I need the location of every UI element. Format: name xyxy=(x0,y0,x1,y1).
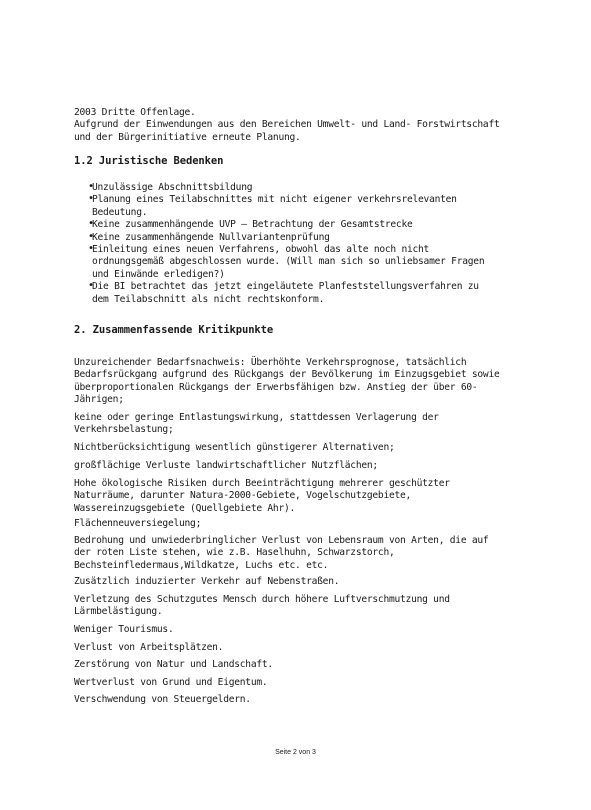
list-item xyxy=(74,281,534,306)
criticism-paragraph: Bedrohung und unwiederbringlicher Verlust von Lebensraum von Arten, die auf der roten Liste stehen, wie z.B. Haselhuhn, Schwarzstorch, Bechsteinfledermaus,Wildkatze, Luchs etc. etc. xyxy=(74,535,489,571)
legal-concerns-list xyxy=(74,182,534,306)
page-number-footer: Seite 2 von 3 xyxy=(275,749,316,756)
list-item-text: Planung eines Teilabschnittes mit nicht eigener verkehrsrelevanten Bedeutung. xyxy=(92,194,457,218)
criticism-paragraph: Zerstörung von Natur und Landschaft. xyxy=(74,659,273,670)
criticism-paragraph: Verschwendung von Steuergeldern. xyxy=(74,694,251,705)
intro-paragraph: 2003 Dritte Offenlage. Aufgrund der Einwendungen aus den Bereichen Umwelt- und Land- Forstwirtschaft und der Bürgerinitiative erneute Planung. xyxy=(74,107,500,143)
list-item-text: Unzulässige Abschnittsbildung xyxy=(92,182,253,193)
criticism-paragraph: Flächenneuversiegelung; xyxy=(74,518,202,529)
list-item xyxy=(74,219,534,231)
criticism-paragraph: Wertverlust von Grund und Eigentum. xyxy=(74,677,268,688)
criticism-paragraph: großflächige Verluste landwirtschaftlicher Nutzflächen; xyxy=(74,460,378,471)
list-item xyxy=(74,244,534,281)
bullet-icon: • xyxy=(88,181,94,192)
list-item-text: Einleitung eines neuen Verfahrens, obwohl das alte noch nicht ordnungsgemäß abgeschlossen wurde. (Will man sich so unliebsamer Fragen und Einwände erledigen?) xyxy=(92,244,485,280)
list-item-text: Keine zusammenhängende UVP — Betrachtung der Gesamtstrecke xyxy=(92,219,413,231)
list-item-text: Die BI betrachtet das jetzt eingeläutete Planfeststellungsverfahren zu dem Teilabschnitt als nicht rechtskonform. xyxy=(92,281,479,305)
bullet-icon: • xyxy=(88,218,94,230)
list-item xyxy=(74,232,534,244)
bullet-icon: • xyxy=(88,193,94,205)
criticism-paragraph: Unzureichender Bedarfsnachweis: Überhöhte Verkehrsprognose, tatsächlich Bedarfsrückgang aufgrund des Rückgangs der Bevölkerung im Einzugsgebiet sowie überproportionalen Rückgangs der Erwerbsfähigen bzw. Anstieg der über 60- Jährigen; xyxy=(74,357,500,406)
bullet-icon: • xyxy=(88,230,94,242)
criticism-paragraph: Verletzung des Schutzgutes Mensch durch höhere Luftverschmutzung und Lärmbelästigung. xyxy=(74,594,450,618)
criticism-paragraph: Weniger Tourismus. xyxy=(74,624,174,635)
bullet-icon: • xyxy=(88,280,94,292)
list-item xyxy=(74,194,534,219)
list-item-text: Keine zusammenhängende Nullvariantenprüfung xyxy=(92,231,330,243)
criticism-paragraph: Verlust von Arbeitsplätzen. xyxy=(74,642,224,653)
list-item xyxy=(74,182,534,194)
criticism-paragraph: Zusätzlich induzierter Verkehr auf Nebenstraßen. xyxy=(74,576,340,587)
criticism-paragraph: Hohe ökologische Risiken durch Beeinträchtigung mehrerer geschützter Naturräume, darunter Natura-2000-Gebiete, Vogelschutzgebiete, Wassereinzugsgebiete (Quellgebiete Ahr). xyxy=(74,478,450,514)
bullet-icon: • xyxy=(88,243,94,255)
criticism-paragraph: Nichtberücksichtigung wesentlich günstigerer Alternativen; xyxy=(74,442,395,453)
section-heading-1-2: 1.2 Juristische Bedenken xyxy=(74,155,224,167)
section-heading-2: 2. Zusammenfassende Kritikpunkte xyxy=(74,324,274,336)
criticism-paragraph: keine oder geringe Entlastungswirkung, stattdessen Verlagerung der Verkehrsbelastung; xyxy=(74,412,439,436)
